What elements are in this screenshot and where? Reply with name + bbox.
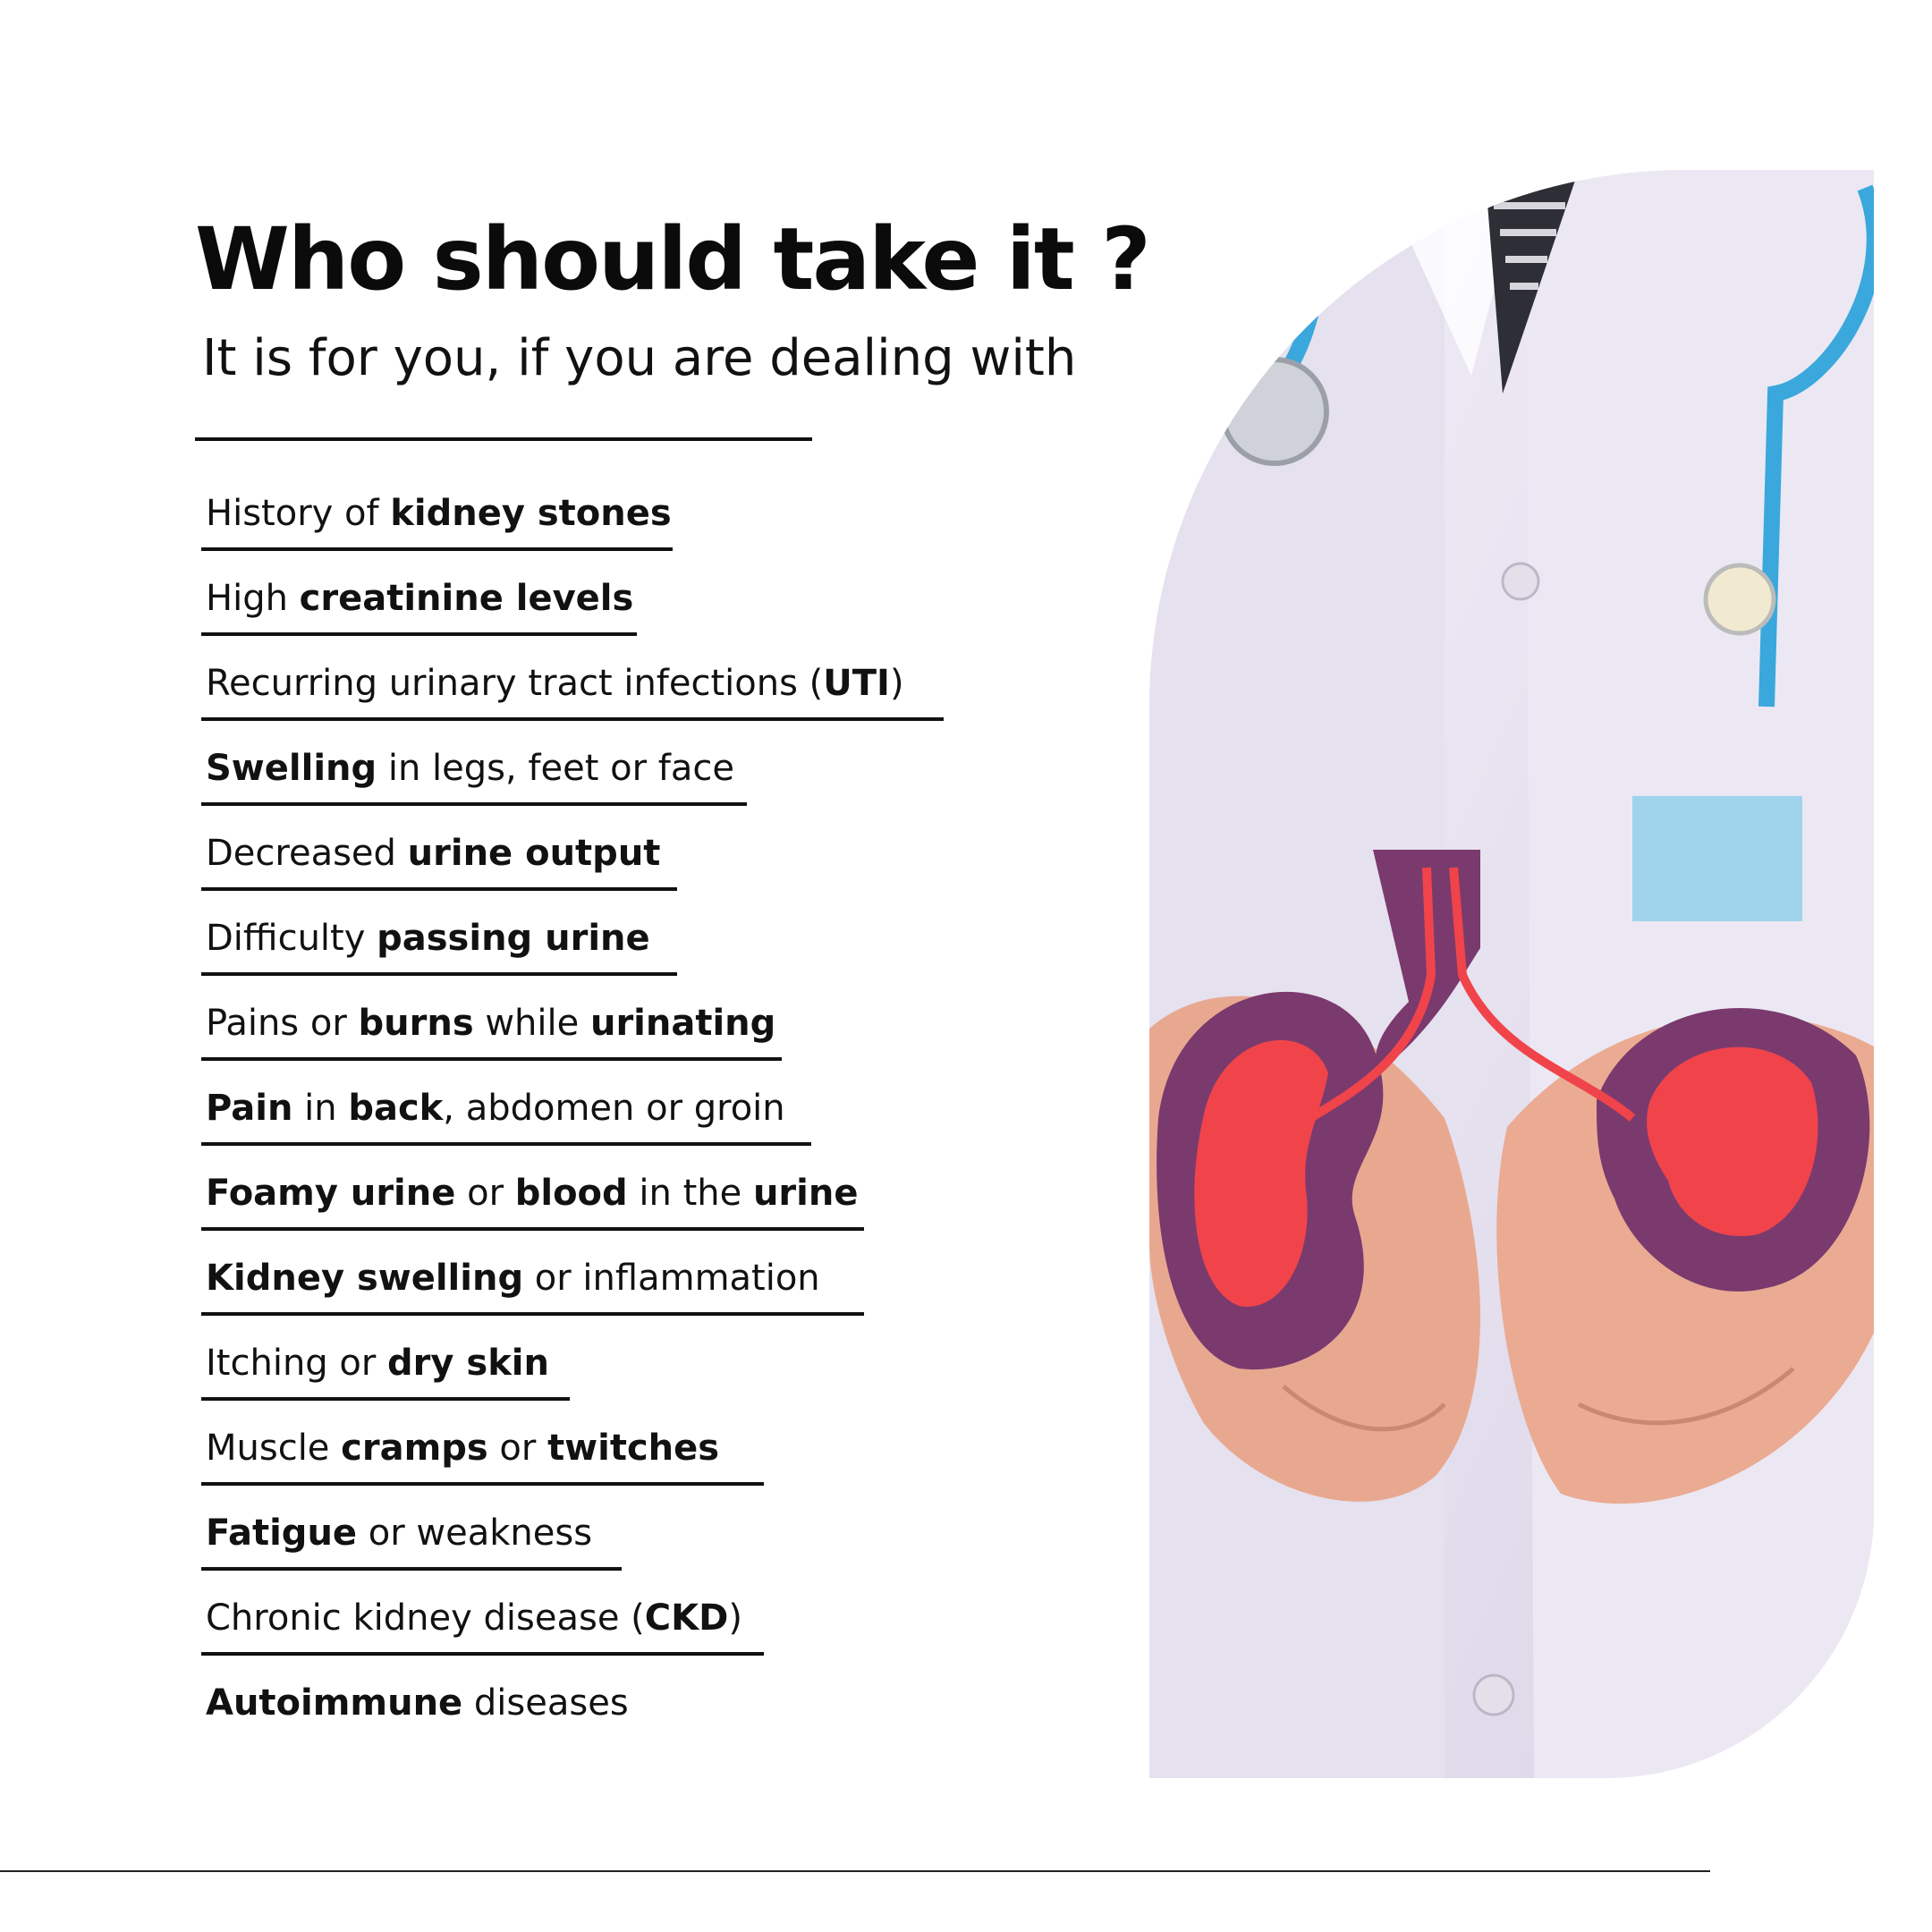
condition-item (0, 557, 1073, 641)
condition-text (206, 662, 904, 705)
condition-divider (201, 1652, 764, 1656)
condition-item (0, 982, 1073, 1066)
condition-segment: in (292, 1088, 349, 1129)
condition-divider (201, 887, 677, 891)
condition-text (206, 747, 734, 790)
condition-divider (201, 717, 944, 721)
footer-divider (0, 1870, 1710, 1872)
condition-segment: in the (627, 1173, 753, 1214)
condition-text (206, 1172, 858, 1215)
condition-emphasis: back (348, 1088, 444, 1129)
condition-text (206, 1087, 785, 1130)
condition-text (206, 1597, 742, 1640)
condition-item (0, 897, 1073, 981)
condition-divider (201, 972, 677, 976)
condition-item (0, 1237, 1073, 1321)
doctor-holding-kidney-photo (1149, 170, 1874, 1778)
condition-emphasis: cramps (341, 1428, 488, 1469)
condition-segment: Decreased (206, 833, 408, 874)
condition-emphasis: urine output (407, 833, 661, 874)
condition-divider (201, 1397, 570, 1401)
condition-divider (201, 1227, 864, 1231)
condition-text (206, 577, 633, 620)
condition-divider (201, 632, 637, 636)
condition-segment: Pains or (206, 1003, 359, 1044)
condition-segment: in legs, feet or face (377, 748, 734, 789)
condition-segment: Recurring urinary tract infections ( (206, 663, 824, 704)
condition-item (0, 1577, 1073, 1661)
condition-segment: or weakness (357, 1513, 593, 1554)
condition-text (206, 1257, 820, 1300)
condition-emphasis: urinating (589, 1003, 776, 1044)
condition-emphasis: CKD (644, 1597, 729, 1639)
page-subtitle: It is for you, if you are dealing with (202, 329, 1077, 387)
condition-divider (201, 1057, 782, 1061)
condition-segment: while (473, 1003, 590, 1044)
condition-emphasis: Kidney swelling (206, 1258, 524, 1299)
condition-segment: or (487, 1428, 548, 1469)
condition-emphasis: kidney stones (390, 493, 672, 534)
condition-item (0, 1152, 1073, 1236)
condition-emphasis: passing urine (377, 918, 650, 959)
condition-divider (201, 802, 747, 806)
condition-emphasis: UTI (823, 663, 890, 704)
condition-text (206, 1342, 549, 1385)
condition-text (206, 1002, 775, 1045)
condition-emphasis: urine (752, 1173, 859, 1214)
condition-emphasis: blood (514, 1173, 628, 1214)
condition-segment: diseases (462, 1682, 629, 1724)
condition-item (0, 1067, 1073, 1151)
condition-segment: or (455, 1173, 515, 1214)
condition-item (0, 1407, 1073, 1491)
condition-text (206, 832, 660, 875)
condition-emphasis: creatinine levels (299, 578, 634, 619)
condition-text (206, 492, 672, 535)
condition-segment: History of (206, 493, 391, 534)
condition-text (206, 1427, 719, 1470)
condition-divider (201, 1482, 764, 1486)
condition-item (0, 1492, 1073, 1576)
condition-divider (201, 547, 673, 551)
condition-emphasis: Swelling (206, 748, 377, 789)
condition-segment: ) (889, 663, 904, 704)
condition-emphasis: Foamy urine (206, 1173, 456, 1214)
condition-item (0, 1322, 1073, 1406)
condition-item (0, 727, 1073, 811)
condition-text (206, 917, 650, 960)
condition-divider (201, 1567, 622, 1571)
condition-segment: Itching or (206, 1343, 388, 1384)
condition-emphasis: Pain (206, 1088, 293, 1129)
condition-item (0, 642, 1073, 726)
condition-item (0, 812, 1073, 896)
condition-segment: or inflammation (523, 1258, 820, 1299)
condition-segment: High (206, 578, 300, 619)
condition-text (206, 1512, 592, 1555)
condition-text (206, 1682, 629, 1724)
condition-emphasis: dry skin (387, 1343, 549, 1384)
condition-segment: Muscle (206, 1428, 342, 1469)
condition-segment: Difficulty (206, 918, 377, 959)
page-title: Who should take it ? (195, 209, 1149, 309)
condition-segment: Chronic kidney disease ( (206, 1597, 645, 1639)
condition-item (0, 1662, 1073, 1746)
condition-emphasis: Fatigue (206, 1513, 358, 1554)
condition-segment: ) (728, 1597, 742, 1639)
condition-emphasis: twitches (547, 1428, 720, 1469)
condition-segment: , abdomen or groin (443, 1088, 785, 1129)
condition-emphasis: Autoimmune (206, 1682, 463, 1724)
condition-emphasis: burns (358, 1003, 474, 1044)
condition-item (0, 472, 1073, 556)
condition-divider (201, 1312, 864, 1316)
condition-divider (201, 1142, 811, 1146)
